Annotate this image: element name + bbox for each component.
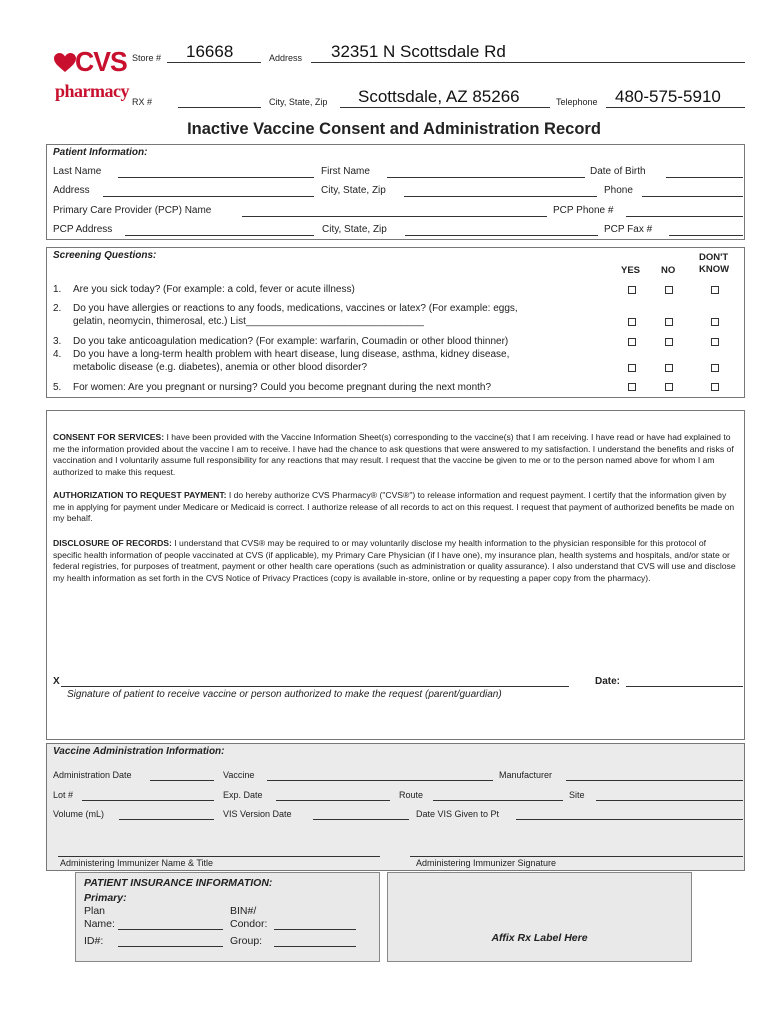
telephone-line xyxy=(606,107,745,108)
pcp-address-field[interactable] xyxy=(125,235,314,236)
q1-dont-know-checkbox[interactable] xyxy=(711,286,719,294)
q1-yes-checkbox[interactable] xyxy=(628,286,636,294)
city-label-patient: City, State, Zip xyxy=(321,185,386,196)
q2-no-checkbox[interactable] xyxy=(665,318,673,326)
q1-no-checkbox[interactable] xyxy=(665,286,673,294)
pcp-city-field[interactable] xyxy=(405,235,598,236)
volume-label: Volume (mL) xyxy=(53,809,105,819)
first-name-field[interactable] xyxy=(387,177,585,178)
consent-services-text: I have been provided with the Vaccine Information Sheet(s) corresponding to the vaccine(s) that I am receiving. I have read or have had explained to me the information provided about the vaccine I am to receive. I have had the chance to ask questions that were answered to my satisfaction. I understand the benefits and risks of vaccination and I voluntarily assume full responsibility for any reactions that may result. I request that the vaccine be given to me or to the person named above for whom I am authorized to make this request. xyxy=(53,432,734,477)
plan-label: Plan xyxy=(84,905,106,917)
cvs-logo xyxy=(54,46,129,106)
admin-date-label: Administration Date xyxy=(53,770,132,780)
address-line xyxy=(311,62,745,63)
col-dont-know-2: KNOW xyxy=(699,264,730,275)
rx-label-area[interactable] xyxy=(387,872,692,962)
consent-date-field[interactable] xyxy=(626,686,743,687)
q2-dont-know-checkbox[interactable] xyxy=(711,318,719,326)
screening-heading: Screening Questions: xyxy=(53,250,157,261)
lot-field[interactable] xyxy=(82,800,214,801)
rx-label: RX # xyxy=(132,97,153,107)
exp-date-field[interactable] xyxy=(276,800,390,801)
lot-label: Lot # xyxy=(53,790,74,800)
pcp-fax-field[interactable] xyxy=(669,235,743,236)
question-text: Do you have a long-term health problem with heart disease, lung disease, asthma, kidney disease, xyxy=(73,349,510,360)
question-number: 2. xyxy=(53,303,62,314)
heart-icon xyxy=(54,53,76,73)
authorization-title: AUTHORIZATION TO REQUEST PAYMENT: xyxy=(53,490,227,500)
condor-field[interactable] xyxy=(274,929,356,930)
q5-dont-know-checkbox[interactable] xyxy=(711,383,719,391)
question-number: 3. xyxy=(53,336,62,347)
col-no: NO xyxy=(661,265,676,276)
q4-dont-know-checkbox[interactable] xyxy=(711,364,719,372)
immunizer-signature-field[interactable] xyxy=(410,856,743,857)
admin-section xyxy=(46,743,745,871)
disclosure-title: DISCLOSURE OF RECORDS: xyxy=(53,538,172,548)
consent-services-title: CONSENT FOR SERVICES: xyxy=(53,432,165,442)
last-name-field[interactable] xyxy=(118,177,314,178)
route-label: Route xyxy=(399,790,424,800)
immunizer-name-label: Administering Immunizer Name & Title xyxy=(60,858,214,868)
affix-rx-label: Affix Rx Label Here xyxy=(491,932,588,944)
last-name-label: Last Name xyxy=(53,166,102,177)
condor-label: Condor: xyxy=(230,918,268,930)
q5-yes-checkbox[interactable] xyxy=(628,383,636,391)
q4-yes-checkbox[interactable] xyxy=(628,364,636,372)
id-label: ID#: xyxy=(84,935,104,947)
immunizer-name-field[interactable] xyxy=(58,856,380,857)
manufacturer-label: Manufacturer xyxy=(499,770,553,780)
authorization-text: I do hereby authorize CVS Pharmacy® ("CVS®") to release information and request payment. I certify that the information given by me in applying for payment under Medicare or Medicaid is correct. I authorize release of all records to act on this request. I request that payment of authorized benefits be made on my behalf. xyxy=(53,490,735,524)
col-yes: YES xyxy=(621,265,641,276)
question-number: 5. xyxy=(53,382,62,393)
volume-field[interactable] xyxy=(119,819,214,820)
pcp-phone-field[interactable] xyxy=(626,216,743,217)
vis-given-label: Date VIS Given to Pt xyxy=(416,809,500,819)
group-field[interactable] xyxy=(274,946,356,947)
rx-line[interactable] xyxy=(178,107,261,108)
question-number: 1. xyxy=(53,284,62,295)
insurance-primary: Primary: xyxy=(84,892,127,904)
bin-label: BIN#/ xyxy=(230,905,257,917)
patient-signature-field[interactable] xyxy=(61,686,569,687)
city-line xyxy=(340,107,550,108)
signature-x-mark: X xyxy=(53,676,60,687)
phone-label: Phone xyxy=(604,185,633,196)
vis-version-label: VIS Version Date xyxy=(223,809,292,819)
id-field[interactable] xyxy=(118,946,223,947)
pcp-city-label: City, State, Zip xyxy=(322,224,387,235)
store-line xyxy=(167,62,261,63)
patient-info-heading: Patient Information: xyxy=(53,147,148,158)
admin-heading: Vaccine Administration Information: xyxy=(53,746,225,757)
manufacturer-field[interactable] xyxy=(566,780,743,781)
dob-field[interactable] xyxy=(666,177,743,178)
city-value[interactable]: Scottsdale, AZ 85266 xyxy=(358,87,520,106)
first-name-label: First Name xyxy=(321,166,370,177)
vis-version-field[interactable] xyxy=(313,819,409,820)
q2-yes-checkbox[interactable] xyxy=(628,318,636,326)
brand-name: CVS xyxy=(75,46,127,77)
telephone-value[interactable]: 480-575-5910 xyxy=(615,87,721,106)
brand-sub: pharmacy xyxy=(55,81,129,101)
pcp-name-field[interactable] xyxy=(242,216,547,217)
question-text-line2: metabolic disease (e.g. diabetes), anemia or other blood disorder? xyxy=(73,362,368,373)
phone-field[interactable] xyxy=(642,196,743,197)
group-label: Group: xyxy=(230,935,263,947)
consent-authorization xyxy=(53,490,737,525)
vaccine-field[interactable] xyxy=(267,780,493,781)
plan-name-label: Name: xyxy=(84,918,115,930)
q4-no-checkbox[interactable] xyxy=(665,364,673,372)
date-label: Date: xyxy=(595,676,621,687)
site-label: Site xyxy=(569,790,585,800)
address-value[interactable]: 32351 N Scottsdale Rd xyxy=(331,42,506,61)
question-text: Do you take anticoagulation medication? (For example: warfarin, Coumadin or other blood thinner) xyxy=(73,336,509,347)
question-text: Do you have allergies or reactions to any foods, medications, vaccines or latex? (For example: eggs, xyxy=(73,303,518,314)
signature-caption: Signature of patient to receive vaccine or person authorized to make the request (parent/guardian) xyxy=(67,689,502,700)
question-text-line2[interactable]: gelatin, neomycin, thimerosal, etc.) List________________________________ xyxy=(73,316,424,327)
exp-date-label: Exp. Date xyxy=(223,790,263,800)
telephone-label: Telephone xyxy=(556,97,598,107)
pcp-name-label: Primary Care Provider (PCP) Name xyxy=(53,205,212,216)
store-value[interactable]: 16668 xyxy=(186,42,234,61)
pcp-address-label: PCP Address xyxy=(53,224,113,235)
page-title: Inactive Vaccine Consent and Administration Record xyxy=(187,120,601,138)
disclosure-text: I understand that CVS® may be required to or may voluntarily disclose my health information to the physician responsible for this protocol of specific health information of people vaccinated at CVS (if applicable), my Primary Care Physician (if I have one), my insurance plan, health systems and hospitals, and/or state or federal registries, for purposes of treatment, payment or other health care operations (such as administration or quality assurance). I also understand that CVS will use and disclose my health information as set forth in the CVS Notice of Privacy Practices (copy is available in-store, online or by requesting a paper copy from the pharmacy). xyxy=(53,538,736,583)
q3-dont-know-checkbox[interactable] xyxy=(711,338,719,346)
immunizer-signature-label: Administering Immunizer Signature xyxy=(416,858,557,868)
site-field[interactable] xyxy=(596,800,743,801)
address-field[interactable] xyxy=(103,196,314,197)
consent-disclosure xyxy=(53,538,737,584)
col-dont-know-1: DON'T xyxy=(699,252,729,263)
insurance-heading: PATIENT INSURANCE INFORMATION: xyxy=(84,877,273,889)
address-label: Address xyxy=(269,53,303,63)
city-field[interactable] xyxy=(404,196,597,197)
city-label: City, State, Zip xyxy=(269,97,328,107)
question-text: Are you sick today? (For example: a cold, fever or acute illness) xyxy=(73,284,355,295)
q3-yes-checkbox[interactable] xyxy=(628,338,636,346)
vaccine-label: Vaccine xyxy=(223,770,255,780)
pcp-phone-label: PCP Phone # xyxy=(553,205,614,216)
route-field[interactable] xyxy=(433,800,563,801)
admin-date-field[interactable] xyxy=(150,780,214,781)
dob-label: Date of Birth xyxy=(590,166,646,177)
vis-given-field[interactable] xyxy=(516,819,743,820)
q5-no-checkbox[interactable] xyxy=(665,383,673,391)
question-text: For women: Are you pregnant or nursing? Could you become pregnant during the next month? xyxy=(73,382,492,393)
question-number: 4. xyxy=(53,349,62,360)
pcp-fax-label: PCP Fax # xyxy=(604,224,653,235)
q3-no-checkbox[interactable] xyxy=(665,338,673,346)
store-label: Store # xyxy=(132,53,162,63)
plan-name-field[interactable] xyxy=(118,929,223,930)
address-label-patient: Address xyxy=(53,185,90,196)
consent-services xyxy=(53,432,737,478)
